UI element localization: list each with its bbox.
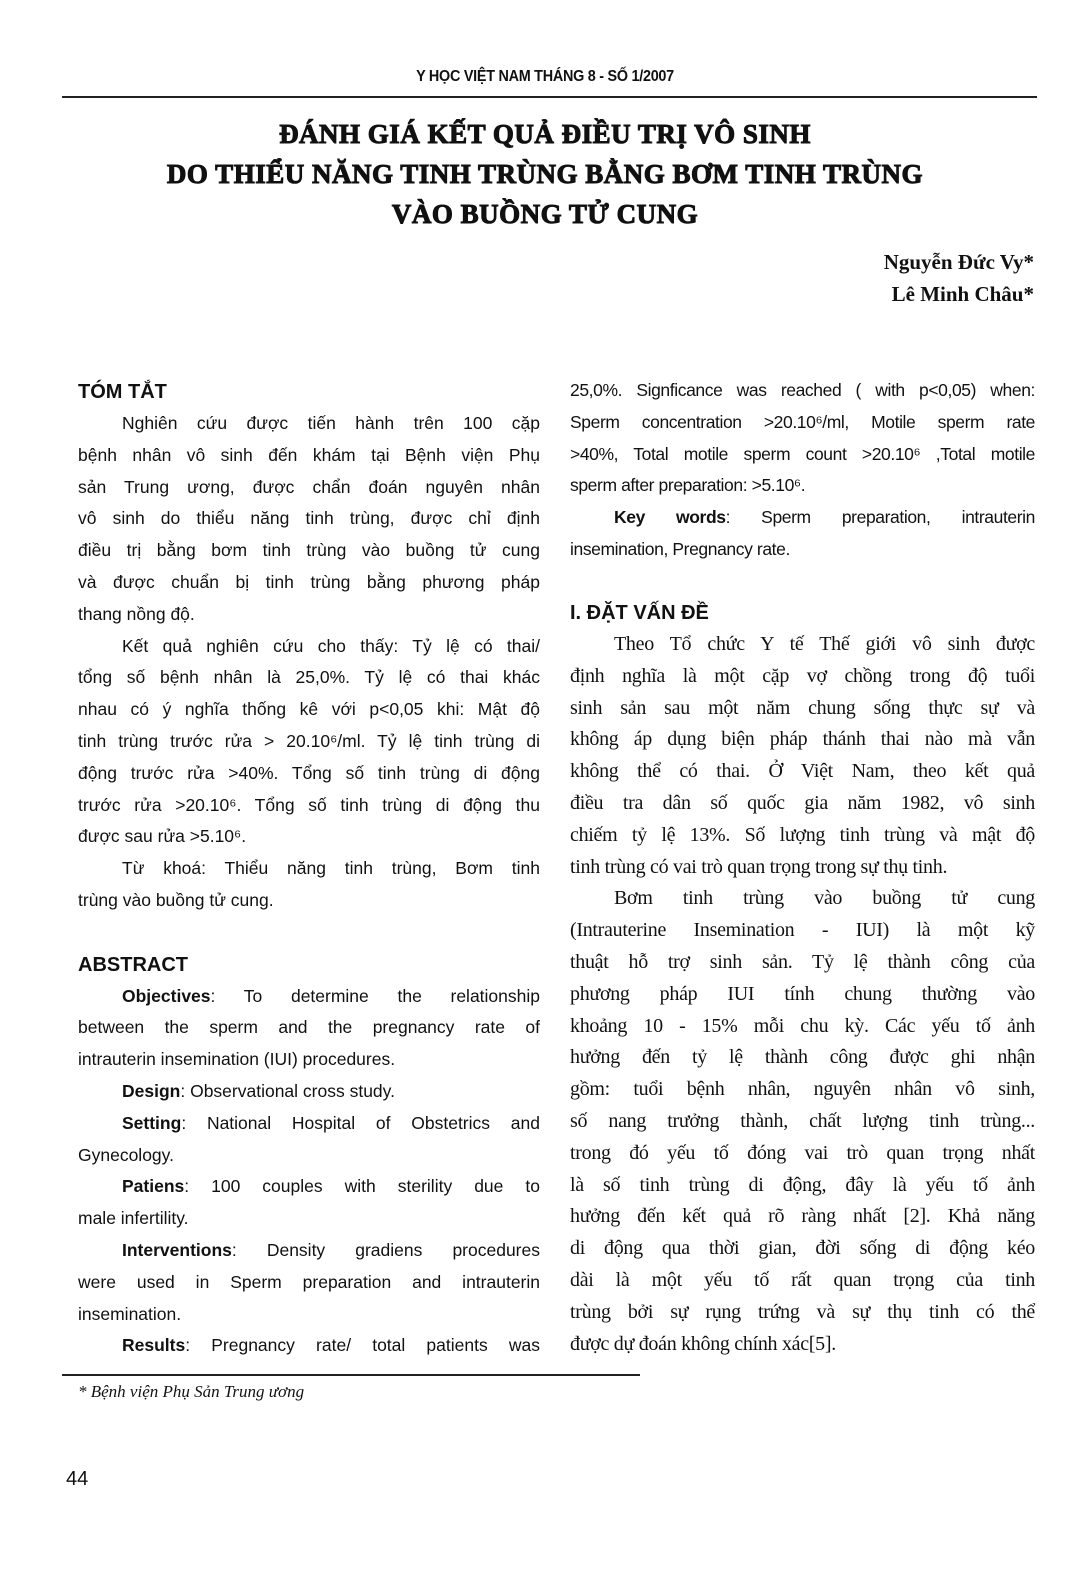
text-line (78, 790, 540, 822)
line-text: : Sperm preparation, intrauterin (725, 507, 1035, 528)
line-text: sinh sản sau một năm chung sống thực sự và (570, 696, 1035, 719)
line-text: were used in Sperm preparation and intrauterin (78, 1271, 540, 1292)
text-line (570, 947, 1035, 979)
line-text: không áp dụng biện pháp thánh thai nào mà vẫn (570, 728, 1035, 751)
text-line (570, 820, 1035, 852)
line-text: between the sperm and the pregnancy rate of (78, 1017, 540, 1038)
line-text: >40%, Total motile sperm count >20.10⁶ ,Total motile (570, 443, 1035, 464)
text-line (78, 408, 540, 440)
text-line (78, 631, 540, 663)
text-line (570, 502, 1035, 534)
text-line (78, 440, 540, 472)
text-line (78, 1044, 540, 1076)
line-text: là số tinh trùng di động, đây là yếu tố ảnh (570, 1173, 1035, 1196)
text-line (570, 1329, 1035, 1361)
text-line (78, 1012, 540, 1044)
section-heading-tomtat: TÓM TẮT (78, 381, 167, 403)
line-text: Bơm tinh trùng vào buồng tử cung (614, 887, 1035, 910)
line-text: trước rửa >20.10⁶. Tổng số tinh trùng di động thu (78, 794, 540, 815)
paragraph-label: Patiens (122, 1176, 185, 1197)
text-line (570, 724, 1035, 756)
line-text: insemination, Pregnancy rate. (570, 538, 790, 559)
text-line (78, 472, 540, 504)
paragraph (78, 1171, 540, 1235)
line-text: : To determine the relationship (210, 985, 540, 1006)
paragraph-label: Results (122, 1335, 186, 1356)
paragraph (570, 375, 1035, 502)
text-line (78, 885, 540, 917)
line-text: : Observational cross study. (180, 1080, 395, 1101)
line-text: điều trị bằng bơm tinh trùng vào buồng tử cung (78, 540, 540, 561)
text-line (570, 1265, 1035, 1297)
line-text: Sperm concentration >20.10⁶/ml, Motile sperm rate (570, 411, 1035, 432)
page-number: 44 (66, 1468, 89, 1490)
right-column (570, 597, 1035, 1360)
line-text: động trước rửa >40%. Tổng số tinh trùng di động (78, 762, 540, 783)
text-line (570, 1011, 1035, 1043)
text-line (570, 1201, 1035, 1233)
line-text: Theo Tổ chức Y tế Thế giới vô sinh được (614, 633, 1035, 655)
line-text: bệnh nhân vô sinh đến khám tại Bệnh viện Phụ (78, 444, 540, 465)
line-text: tinh trùng có vai trò quan trọng trong sự thụ tinh. (570, 855, 948, 878)
line-text: nhau có ý nghĩa thống kê với p<0,05 khi: Mật độ (78, 699, 540, 720)
text-line (78, 1235, 540, 1267)
author: Nguyễn Đức Vy* (883, 250, 1034, 274)
paragraph (570, 883, 1035, 1360)
text-line (570, 1074, 1035, 1106)
line-text: : National Hospital of Obstetrics and (181, 1112, 540, 1133)
line-text: số nang trưởng thành, chất lượng tinh trùng... (570, 1109, 1035, 1132)
text-line (570, 852, 1035, 884)
paragraph (78, 408, 540, 631)
text-line (78, 1140, 540, 1172)
line-text: tinh trùng trước rửa > 20.10⁶/ml. Tỷ lệ tinh trùng di (78, 730, 540, 751)
authors (884, 246, 1034, 310)
line-text: trong đó yếu tố đóng vai trò quan trọng nhất (570, 1141, 1035, 1164)
line-text: sperm after preparation: >5.10⁶. (570, 475, 806, 496)
text-line (78, 662, 540, 694)
text-line (78, 1076, 540, 1108)
line-text: được sau rửa >5.10⁶. (78, 826, 247, 847)
text-line (570, 1233, 1035, 1265)
line-text: di động qua thời gian, đời sống di động kéo (570, 1237, 1035, 1260)
text-line (78, 1203, 540, 1235)
paragraph-label: Design (122, 1080, 181, 1101)
line-text: và được chuẩn bị tinh trùng bằng phương pháp (78, 571, 540, 592)
line-text: intrauterin insemination (IUI) procedures. (78, 1049, 396, 1070)
text-line (78, 821, 540, 853)
text-line (570, 1106, 1035, 1138)
text-line (78, 1108, 540, 1140)
paragraph (570, 502, 1035, 566)
text-line (570, 883, 1035, 915)
line-text: không thể có thai. Ở Việt Nam, theo kết quả (570, 760, 1035, 783)
text-line (570, 1042, 1035, 1074)
text-line (78, 1299, 540, 1331)
paragraph-label: Setting (122, 1112, 182, 1133)
text-line (570, 439, 1035, 471)
footnote-rule (62, 1374, 640, 1376)
text-line (570, 756, 1035, 788)
line-text: : Pregnancy rate/ total patients was (185, 1335, 540, 1356)
text-line (570, 375, 1035, 407)
line-text: phương pháp IUI tính chung thường vào (570, 982, 1035, 1005)
text-line (570, 407, 1035, 439)
text-line (570, 1297, 1035, 1329)
text-line (78, 1330, 540, 1362)
text-line (570, 1138, 1035, 1170)
paragraph-label: Objectives (122, 985, 211, 1006)
text-line (78, 1267, 540, 1299)
text-line (78, 694, 540, 726)
line-text: chiếm tỷ lệ 13%. Số lượng tinh trùng và mật độ (570, 823, 1035, 846)
paragraph (78, 981, 540, 1076)
paragraph (78, 853, 540, 917)
tomtat-body (78, 408, 540, 917)
text-line (570, 629, 1035, 661)
header-rule (62, 96, 1037, 98)
line-text: 25,0%. Signficance was reached ( with p<0,05) when: (570, 380, 1035, 400)
line-text: Từ khoá: Thiểu năng tinh trùng, Bơm tinh (122, 858, 540, 879)
text-line (78, 1171, 540, 1203)
title-line: VÀO BUỒNG TỬ CUNG (391, 199, 699, 229)
author: Lê Minh Châu* (891, 282, 1034, 306)
paragraph (78, 1108, 540, 1172)
line-text: trùng vào buồng tử cung. (78, 889, 274, 910)
text-line (78, 535, 540, 567)
line-text: sản Trung ương, được chẩn đoán nguyên nhân (78, 476, 540, 497)
paragraph (78, 631, 540, 854)
line-text: thuật hỗ trợ sinh sản. Tỷ lệ thành công của (570, 950, 1035, 973)
line-text: male infertility. (78, 1208, 189, 1229)
title-line: ĐÁNH GIÁ KẾT QUẢ ĐIỀU TRỊ VÔ SINH (279, 119, 811, 149)
text-line (78, 567, 540, 599)
text-line (570, 915, 1035, 947)
text-line (78, 503, 540, 535)
line-text: dài là một yếu tố rất quan trọng của tinh (570, 1268, 1035, 1291)
article-title (0, 114, 1090, 234)
abstract-body (78, 981, 540, 1363)
text-line (570, 534, 1035, 566)
text-line (570, 788, 1035, 820)
line-text: gồm: tuổi bệnh nhân, nguyên nhân vô sinh, (570, 1078, 1035, 1101)
text-line (570, 470, 1035, 502)
introduction-body (570, 629, 1035, 1360)
paragraph (78, 1076, 540, 1108)
line-text: (Intrauterine Insemination - IUI) là một kỹ (570, 919, 1035, 942)
paragraph (78, 1235, 540, 1330)
text-line (570, 979, 1035, 1011)
abstract-continued (570, 375, 1035, 566)
line-text: điều tra dân số quốc gia năm 1982, vô sinh (570, 791, 1035, 814)
text-line (78, 599, 540, 631)
line-text: Kết quả nghiên cứu cho thấy: Tỷ lệ có thai/ (122, 635, 540, 656)
section-heading-introduction: I. ĐẶT VẤN ĐỀ (570, 602, 709, 624)
text-line (570, 661, 1035, 693)
paragraph (570, 629, 1035, 883)
section-heading-abstract: ABSTRACT (78, 953, 188, 976)
line-text: được dự đoán không chính xác[5]. (570, 1332, 836, 1355)
line-text: vô sinh do thiểu năng tinh trùng, được chỉ định (78, 508, 540, 529)
line-text: hưởng đến kết quả rõ ràng nhất [2]. Khả năng (570, 1205, 1035, 1228)
line-text: Gynecology. (78, 1144, 174, 1165)
line-text: định nghĩa là một cặp vợ chồng trong độ tuổi (570, 664, 1035, 687)
paragraph-label: Key words (614, 507, 726, 528)
text-line (78, 981, 540, 1013)
text-line (78, 853, 540, 885)
line-text: : 100 couples with sterility due to (184, 1176, 540, 1197)
line-text: tổng số bệnh nhân là 25,0%. Tỷ lệ có thai khác (78, 667, 540, 688)
line-text: thang nồng độ. (78, 603, 195, 624)
footnote: * Bệnh viện Phụ Sản Trung ương (78, 1382, 305, 1401)
left-column (78, 376, 540, 1362)
text-line (570, 693, 1035, 725)
line-text: Nghiên cứu được tiến hành trên 100 cặp (122, 413, 540, 433)
title-line: DO THIỂU NĂNG TINH TRÙNG BẰNG BƠM TINH TRÙNG (166, 159, 924, 189)
paragraph-label: Interventions (122, 1239, 232, 1260)
text-line (78, 758, 540, 790)
line-text: trùng bởi sự rụng trứng và sự thụ tinh có thể (570, 1300, 1035, 1323)
running-header: Y HỌC VIỆT NAM THÁNG 8 - SỐ 1/2007 (416, 68, 674, 85)
text-line (570, 1170, 1035, 1202)
line-text: hưởng đến tỷ lệ thành công được ghi nhận (570, 1046, 1035, 1069)
paragraph (78, 1330, 540, 1362)
text-line (78, 726, 540, 758)
line-text: khoảng 10 - 15% mỗi chu kỳ. Các yếu tố ảnh (570, 1014, 1035, 1037)
line-text: : Density gradiens procedures (231, 1239, 540, 1260)
line-text: insemination. (78, 1303, 182, 1324)
